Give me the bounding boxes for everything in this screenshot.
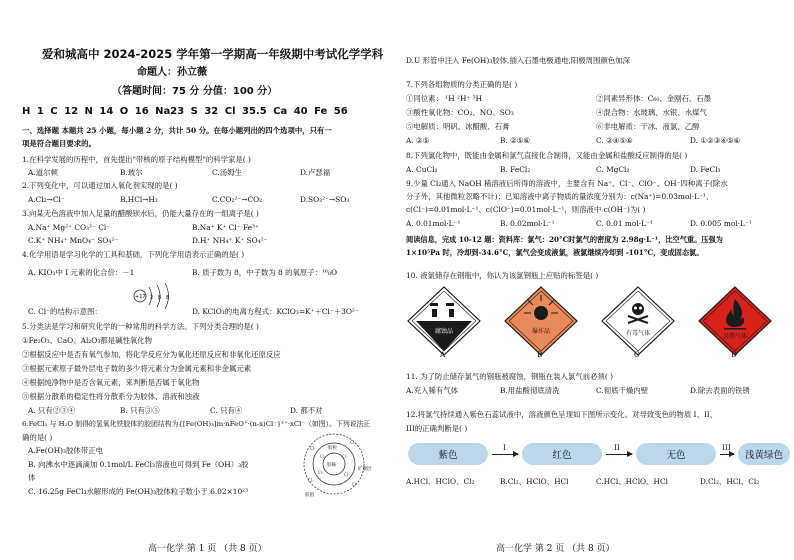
- label-c-text: 有毒气体: [625, 330, 651, 337]
- svg-text:8: 8: [166, 295, 170, 301]
- label-d-text: 易燃气体: [722, 333, 748, 340]
- label-d-letter: D: [731, 350, 737, 359]
- q5-item-2: ②根据反应中是否有氧气参加，将化学反应分为氧化还原反应和非氧化还原反应: [22, 350, 281, 359]
- svg-text:+17: +17: [135, 294, 146, 300]
- flow-arrow-1: [492, 454, 518, 455]
- label-a-letter: A: [440, 350, 446, 359]
- q9-option-d: D. 0.005 mol·L⁻¹: [690, 219, 752, 228]
- label-b-letter: B: [537, 350, 543, 359]
- q8-option-b: B. FeCl₂: [500, 165, 531, 174]
- question-1: 1.在科学发展的历程中，首先提出"带核的原子结构模型"的科学家是( ): [22, 155, 251, 164]
- flow-step-2: II: [614, 443, 620, 452]
- svg-text:Cl⁻: Cl⁻: [350, 440, 357, 445]
- q5-option-a: A. 只有②③④: [28, 406, 75, 415]
- q1-option-c: C.汤姆生: [212, 168, 242, 177]
- label-a-corrosive[interactable]: [408, 287, 480, 355]
- svg-text:Cl⁻: Cl⁻: [344, 472, 351, 477]
- label-a-text: 腐蚀品: [434, 328, 454, 335]
- q6-option-a: A.Fe(OH)₃胶体带正电: [28, 446, 103, 455]
- flow-box-red: 红色: [522, 443, 602, 465]
- q6-option-c: C. 16.25g FeCl₃水解形成的 Fe(OH)₃胶体粒子数小于 6.02×10²³: [28, 487, 249, 496]
- colloid-micelle-diagram: [302, 430, 374, 498]
- label-d-flammable[interactable]: [699, 287, 771, 355]
- q7-item-2: ②同素异形体：C₆₀、金刚石、石墨: [596, 94, 712, 103]
- colloid-label-micelle: 胶团: [305, 493, 314, 498]
- q4-option-a: A. KIO₃中 I 元素的化合价：－1: [28, 268, 135, 277]
- q11-option-b: B.用盐酸彻底清洗: [500, 386, 560, 395]
- label-c-toxic[interactable]: [602, 287, 674, 355]
- q8-option-c: C. MgCl₂: [596, 165, 630, 174]
- q9-option-b: B. 0.02mol·L⁻¹: [500, 219, 555, 228]
- q5-item-5: ⑤根据分散系的稳定性将分散系分为胶体、溶液和浊液: [22, 392, 200, 401]
- svg-text:Cl⁻: Cl⁻: [318, 470, 325, 475]
- chloride-structure-diagram: [130, 281, 180, 311]
- question-2: 2.下列变化中，可以通过加入氧化剂实现的是( ): [22, 181, 178, 190]
- right-page: [400, 0, 794, 560]
- q9-option-c: C. 0.01 mol·L⁻¹: [596, 219, 653, 228]
- question-3: 3.向某无色溶液中加入足量的醋酸钡水后，仍能大量存在的一组离子是( ): [22, 209, 259, 218]
- colloid-label-particle: 胶粒: [328, 446, 337, 451]
- q7-option-c: C. ②④⑤⑥: [596, 136, 633, 145]
- q1-option-d: D.卢瑟福: [300, 168, 331, 177]
- q3-option-a: A.Na⁺ Mg²⁺ CO₃²⁻ Cl⁻: [28, 223, 111, 232]
- q2-option-d: D.SO₃²⁻→SO₃: [300, 195, 350, 204]
- q1-option-a: A.道尔顿: [28, 168, 58, 177]
- q4-option-d: D. KClO₃的电离方程式：KClO₃=K⁺＋Cl⁻＋3O²⁻: [192, 307, 359, 316]
- exam-info: （答题时间：75 分 分值：100 分）: [112, 86, 278, 97]
- label-b-text: 爆炸品: [531, 328, 551, 335]
- page-footer-1: 高一化学 第 1 页 （共 8 页）: [148, 544, 267, 554]
- q7-item-4: ④混合物：水玻璃、水银、水煤气: [596, 108, 707, 117]
- q11-option-d: D.除去表面的铁锈: [690, 386, 750, 395]
- page-footer-2: 高一化学 第 2 页 （共 8 页）: [496, 544, 615, 554]
- question-10: 10. 液氯储存在钢瓶中，你认为该氯钢瓶上应贴的标签是( ): [406, 271, 599, 280]
- question-11: 11. 为了防止储存氯气的钢瓶被腐蚀，钢瓶在装入氯气前必须( ): [406, 372, 613, 381]
- q5-option-c: C. 只有④: [210, 406, 243, 415]
- q11-option-c: C.彻底干燥内壁: [596, 386, 649, 395]
- flow-box-colorless: 无色: [636, 443, 716, 465]
- q5-item-1: ①Fe₂O₃、CaO、Al₂O₃都是碱性氧化物: [22, 336, 153, 345]
- q6-option-d: D.U 形管中注入 Fe(OH)₃胶体,插入石墨电极通电,阳极周围颜色加深: [406, 56, 630, 65]
- q4-option-c: C. Cl⁻的结构示意图：: [28, 307, 102, 316]
- question-8: 8.下列氯化物中，既能由金属和氯气直接化合制得，又能由金属和盐酸反应制得的是( ): [406, 151, 688, 160]
- svg-text:Cl⁻: Cl⁻: [352, 482, 359, 487]
- section-heading: 一、选择题 本题共 25 小题，每小题 2 分，共计 50 分。在每小题列出的四个选项中，只有一: [22, 126, 332, 135]
- svg-text:2: 2: [150, 295, 154, 301]
- section-heading-cont: 项是符合题目要求的。: [22, 139, 96, 148]
- question-6: 6.FeCl₃ 与 H₂O 制得的氢氧化铁胶体的胶团结构为{[Fe(OH)₃]m·nFeO⁺·(n-x)Cl⁻}ˣ⁺·xCl⁻（如图）。下列说法正: [22, 420, 371, 428]
- q12-option-c: C.HCl、HClO、HCl: [596, 477, 668, 486]
- q7-item-3: ③酸性氧化物：CO₂、NO、SO₃: [406, 108, 514, 117]
- question-9: 9.少量 Cl₂通入 NaOH 稀溶液后所得的溶液中，主要含有 Na⁺、Cl⁻、ClO⁻、OH⁻四种离子(除水: [406, 179, 728, 188]
- flow-box-yellow-green: 浅黄绿色: [738, 443, 790, 465]
- q11-option-a: A.充入稀有气体: [406, 386, 459, 395]
- q3-option-d: D.H⁺ NH₄⁺ K⁺ SO₄²⁻: [192, 236, 268, 245]
- q7-option-b: B. ②⑤⑥: [500, 136, 531, 145]
- colloid-label-diffuse: 扩散层: [358, 467, 372, 472]
- svg-text:Cl⁻: Cl⁻: [308, 478, 315, 483]
- q7-item-6: ⑥非电解质：干冰、液氯、乙醇: [596, 122, 700, 131]
- q7-item-1: ①同位素： ¹H ²H⁺ ³H: [406, 94, 483, 103]
- q4-option-b: B. 质子数为 8，中子数为 8 的氧原子：¹⁶₈O: [192, 268, 337, 277]
- q3-option-c: C.K⁺ NH₄⁺ MnO₄⁻ SO₄²⁻: [28, 236, 119, 245]
- question-9-cont-2: c(Cl⁻)=0.01mol·L⁻¹、c(ClO⁻)=0.01mol·L⁻¹，则溶液中 c(OH⁻)为( ): [406, 205, 646, 214]
- label-b-explosive[interactable]: [505, 287, 577, 355]
- reading-info-cont: 1×10⁵Pa 时，冷却到-34.6°C，氯气会变成液氯，液氯继续冷却到 -101°C，变成固态氯。: [406, 248, 704, 257]
- svg-text:Cl⁻: Cl⁻: [342, 454, 349, 459]
- exam-title: 爱和城高中 2024-2025 学年第一学期高一年级期中考试化学学科: [42, 47, 384, 61]
- flow-box-purple: 紫色: [408, 443, 488, 465]
- q8-option-a: A. CuCl₂: [406, 165, 438, 174]
- q8-option-d: D. FeCl₃: [690, 165, 721, 174]
- q5-item-3: ③根据元素原子最外层电子数的多少将元素分为金属元素和非金属元素: [22, 364, 252, 373]
- q2-option-c: C.CO₂²⁻→CO₂: [212, 195, 263, 204]
- question-12: 12.将氯气持续通入紫色石蕊试液中，溶液颜色呈现如下图所示变化。对导致变色的物质 I、II、: [406, 410, 718, 419]
- q12-option-a: A.HCl、HClO、Cl₂: [406, 477, 475, 486]
- q5-option-d: D. 都不对: [290, 406, 323, 415]
- q12-option-b: B.Cl₂、HClO、HCl: [500, 477, 569, 486]
- question-5: 5.分类法是学习和研究化学的一种常用的科学方法。下列分类合理的是( ): [22, 322, 259, 331]
- svg-text:Cl⁻: Cl⁻: [320, 454, 327, 459]
- q1-option-b: B.玻尔: [120, 168, 143, 177]
- left-page: [0, 0, 395, 560]
- q5-option-b: B. 只有③⑤: [120, 406, 160, 415]
- q5-item-4: ④根据纯净物中是否含氧元素，来判断是否属于氧化物: [22, 378, 200, 387]
- colloid-label-core: 胶核: [327, 463, 336, 468]
- q7-item-5: ⑤电解质：明矾、冰醋酸、石膏: [406, 122, 510, 131]
- flow-step-3: III: [722, 443, 731, 452]
- exam-author: 命题人：孙立薇: [137, 67, 207, 78]
- flow-step-1: I: [503, 443, 506, 452]
- flow-arrow-2: [606, 454, 632, 455]
- q6-option-b: B. 向沸水中逐滴滴加 0.1mol/L FeCl₃溶液也可得到 Fe（OH）₃胶: [28, 460, 249, 469]
- q2-option-a: A.Cl₂→Cl⁻: [28, 195, 65, 204]
- question-4: 4.化学用语是学习化学的工具和基础，下列化学用语表示正确的是( ): [22, 250, 245, 259]
- atomic-masses: H 1 C 12 N 14 O 16 Na23 S 32 Cl 35.5 Ca 40 Fe 56: [22, 106, 348, 117]
- q6-option-b-cont: 体: [28, 473, 36, 482]
- q9-option-a: A. 0.01mol·L⁻¹: [406, 219, 461, 228]
- question-7: 7.下列各组物质的分类正确的是( ): [406, 80, 518, 89]
- q3-option-b: B.Na⁺ K⁺ Cl⁻ Fe³⁺: [192, 223, 259, 232]
- flow-arrow-3: [720, 454, 734, 455]
- question-9-cont-1: 分子外，其他微粒忽略不计)；已知溶液中离子物质的量浓度分别为：c(Na⁺)=0.03mol·L⁻¹、: [406, 192, 714, 201]
- question-12-cont: III的正确判断是( ): [406, 424, 468, 433]
- q12-option-d: D.Cl₂、HCl、Cl₂: [700, 477, 760, 486]
- svg-text:8: 8: [158, 295, 162, 301]
- q7-option-a: A. ②⑤: [406, 136, 430, 145]
- q7-option-d: D. ①②③④⑤⑥: [690, 136, 741, 145]
- q2-option-b: B.HCl→H₂: [120, 195, 158, 204]
- question-6-cont: 确的是( ): [22, 433, 53, 442]
- label-c-letter: C: [634, 350, 640, 359]
- svg-text:Cl⁻: Cl⁻: [310, 446, 317, 451]
- reading-info: 阅读信息，完成 10-12 题：资料库：氯气：20°C时氯气的密度为 2.98g·L⁻¹，比空气重。压强为: [406, 235, 723, 244]
